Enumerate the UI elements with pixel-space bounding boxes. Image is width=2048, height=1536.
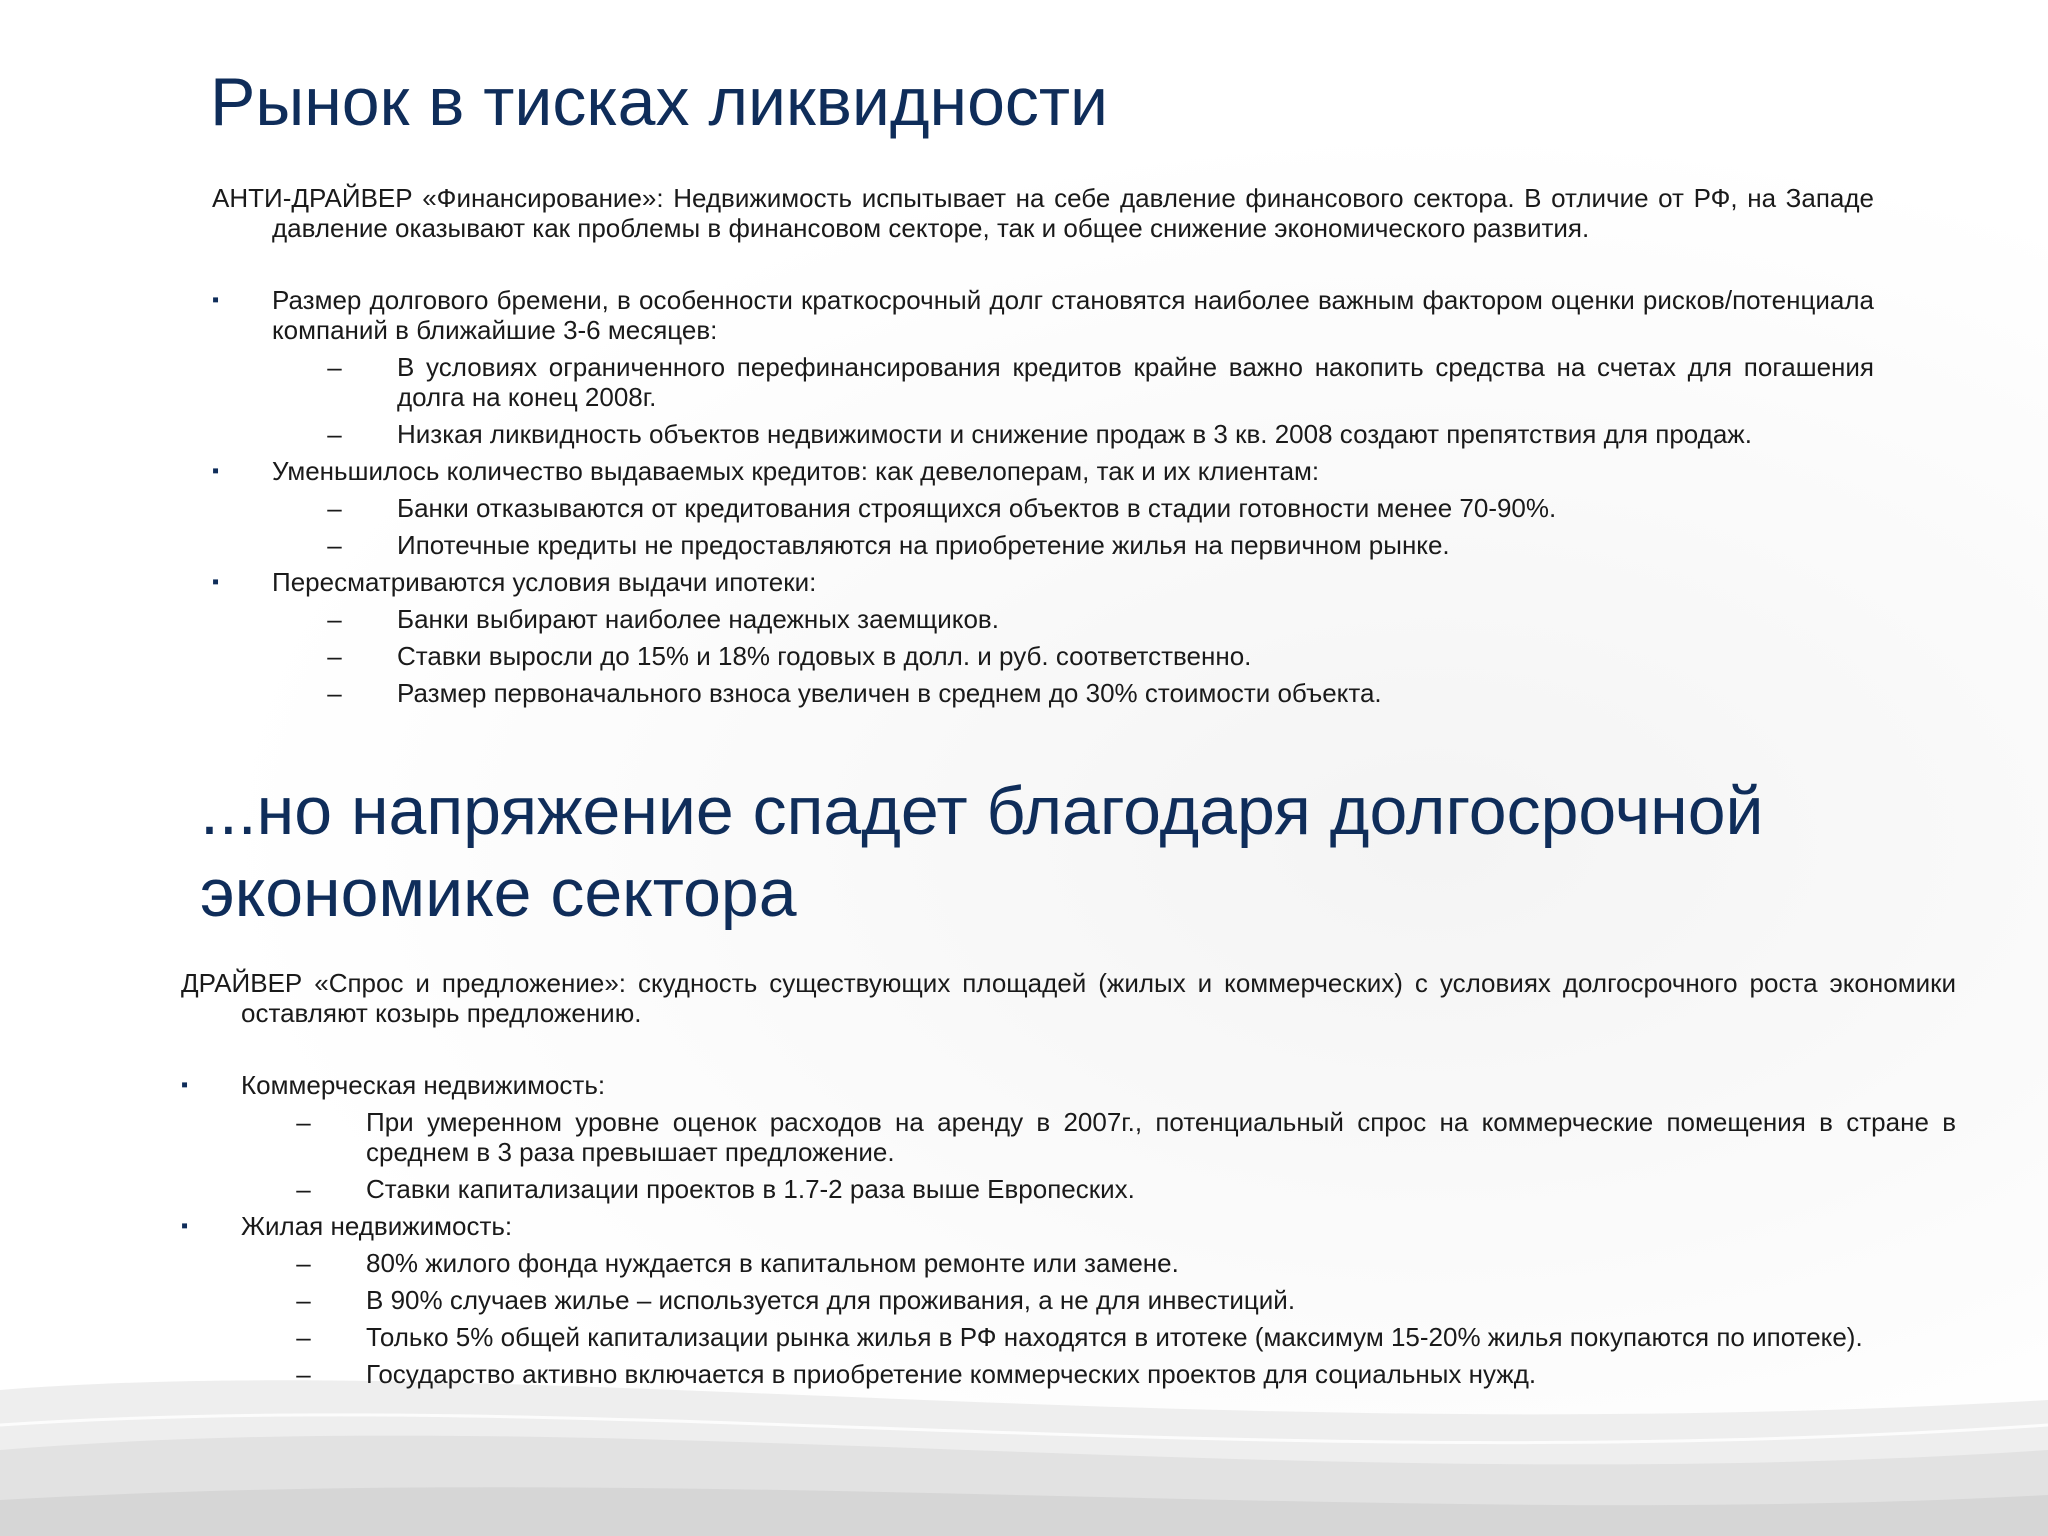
dash-marker: – [327, 678, 342, 708]
bullet-text: Уменьшилось количество выдаваемых кредитов: как девелоперам, так и их клиентам: [272, 456, 1320, 486]
dash-marker: – [296, 1322, 311, 1352]
sub-bullet-text: В 90% случаев жилье – используется для проживания, а не для инвестиций. [366, 1285, 1296, 1315]
section-lead: АНТИ-ДРАЙВЕР «Финансирование»: Недвижимость испытывает на себе давление финансового сектора. В отличие от РФ, на Западе давление оказывают как проблемы в финансовом секторе, так и общее снижение экономического развития. [212, 183, 1874, 243]
sub-bullet-item [272, 641, 1874, 671]
sub-bullet-item [241, 1174, 1956, 1204]
bullet-item [181, 1211, 1956, 1241]
bullet-item [212, 567, 1874, 597]
sub-bullet-text: Только 5% общей капитализации рынка жилья в РФ находятся в итотеке (максимум 15-20% жилья покупаются по ипотеке). [366, 1322, 1863, 1352]
bullet-item [212, 456, 1874, 486]
slide-subtitle: ...но напряжение спадет благодаря долгосрочной экономике сектора [200, 773, 1764, 931]
sub-bullet-item [272, 678, 1874, 708]
dash-marker: – [296, 1174, 311, 1204]
sub-bullet-text: Ставки выросли до 15% и 18% годовых в долл. и руб. соответственно. [397, 641, 1252, 671]
bullet-marker: ▪ [181, 1074, 189, 1096]
sub-bullet-text: Банки выбирают наиболее надежных заемщиков. [397, 604, 999, 634]
bullet-text: Размер долгового бремени, в особенности краткосрочный долг становятся наиболее важным фактором оценки рисков/потенциала компаний в ближайшие 3-6 месяцев: [272, 285, 1874, 345]
dash-marker: – [296, 1107, 311, 1137]
bullet-item [181, 1070, 1956, 1100]
sub-bullet-text: Ипотечные кредиты не предоставляются на приобретение жилья на первичном рынке. [397, 530, 1450, 560]
dash-marker: – [327, 604, 342, 634]
sub-bullet-text: При умеренном уровне оценок расходов на аренду в 2007г., потенциальный спрос на коммерческие помещения в стране в среднем в 3 раза превышает предложение. [366, 1107, 1956, 1167]
bullet-marker: ▪ [181, 1215, 189, 1237]
sub-bullet-text: Низкая ликвидность объектов недвижимости и снижение продаж в 3 кв. 2008 создают препятствия для продаж. [397, 419, 1752, 449]
sub-bullet-text: Государство активно включается в приобретение коммерческих проектов для социальных нужд. [366, 1359, 1537, 1389]
sub-bullet-item [241, 1107, 1956, 1167]
sub-bullet-text: 80% жилого фонда нуждается в капитальном ремонте или замене. [366, 1248, 1179, 1278]
dash-marker: – [327, 352, 342, 382]
sub-bullet-item [241, 1322, 1956, 1352]
sub-bullet-item [241, 1285, 1956, 1315]
slide-title: Рынок в тисках ликвидности [210, 64, 1109, 140]
bullet-marker: ▪ [212, 571, 220, 593]
dash-marker: – [296, 1359, 311, 1389]
sub-bullet-item [272, 419, 1874, 449]
section-supply-demand [181, 968, 1956, 1396]
dash-marker: – [327, 419, 342, 449]
dash-marker: – [296, 1248, 311, 1278]
bullet-text: Пересматриваются условия выдачи ипотеки: [272, 567, 817, 597]
sub-bullet-item [272, 604, 1874, 634]
dash-marker: – [296, 1285, 311, 1315]
sub-bullet-item [272, 352, 1874, 412]
dash-marker: – [327, 493, 342, 523]
sub-bullet-item [272, 493, 1874, 523]
sub-bullet-text: Банки отказываются от кредитования строящихся объектов в стадии готовности менее 70-90%. [397, 493, 1557, 523]
sub-bullet-text: Ставки капитализации проектов в 1.7-2 раза выше Европеских. [366, 1174, 1135, 1204]
bullet-item [212, 285, 1874, 345]
sub-bullet-item [272, 530, 1874, 560]
bullet-text: Жилая недвижимость: [241, 1211, 513, 1241]
section-lead: ДРАЙВЕР «Спрос и предложение»: скудность существующих площадей (жилых и коммерческих) с условиях долгосрочного роста экономики оставляют козырь предложению. [181, 968, 1956, 1028]
sub-bullet-text: В условиях ограниченного перефинансирования кредитов крайне важно накопить средства на счетах для погашения долга на конец 2008г. [397, 352, 1874, 412]
dash-marker: – [327, 530, 342, 560]
sub-bullet-text: Размер первоначального взноса увеличен в среднем до 30% стоимости объекта. [397, 678, 1382, 708]
sub-bullet-item [241, 1359, 1956, 1389]
bullet-marker: ▪ [212, 289, 220, 311]
bullet-marker: ▪ [212, 460, 220, 482]
bullet-text: Коммерческая недвижимость: [241, 1070, 606, 1100]
section-financing [212, 183, 1874, 715]
dash-marker: – [327, 641, 342, 671]
sub-bullet-item [241, 1248, 1956, 1278]
